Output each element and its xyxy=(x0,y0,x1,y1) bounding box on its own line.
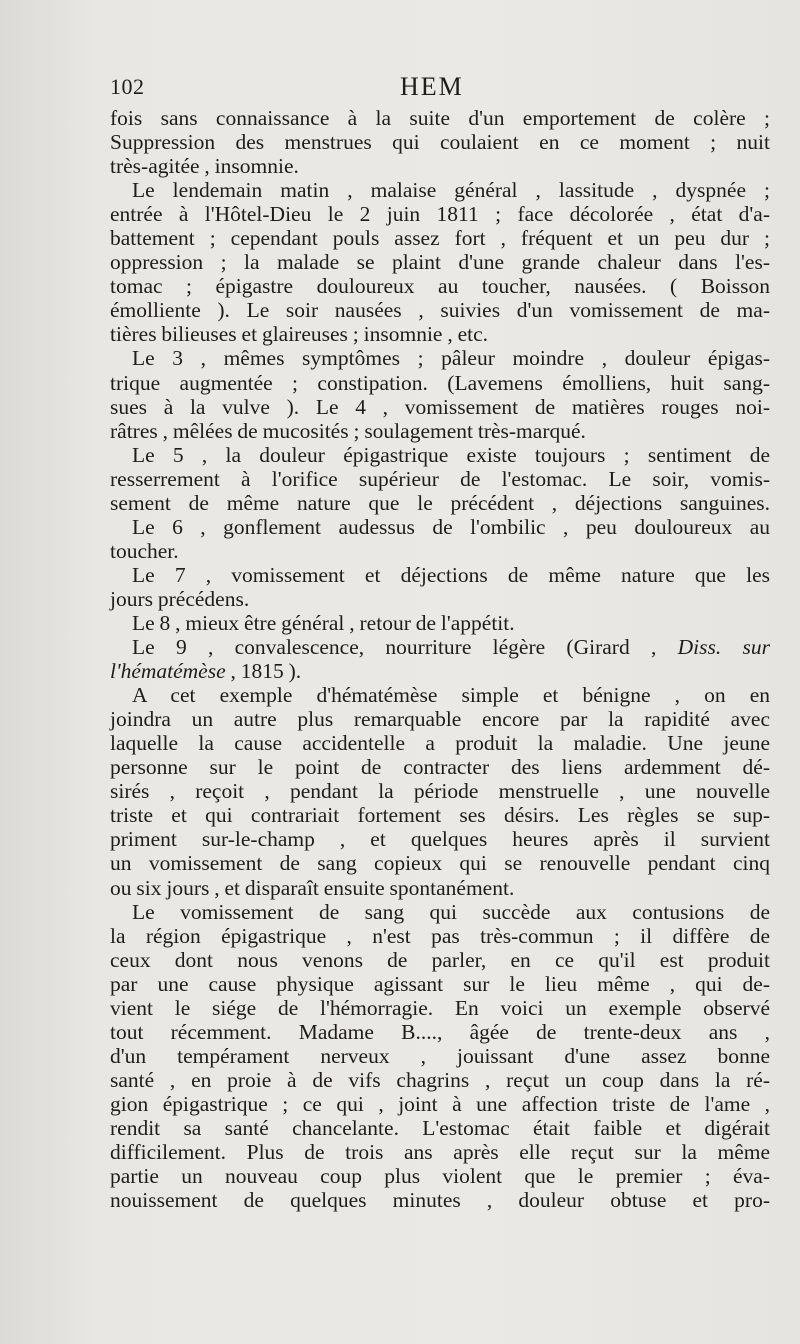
text-line: Le vomissement de sang qui succède aux contusions de xyxy=(132,899,770,924)
text-line: très-agitée , insomnie. xyxy=(110,154,299,179)
text-line: vient le siége de l'hémorragie. En voici un exemple observé xyxy=(110,995,770,1020)
text-line: gion épigastrique ; ce qui , joint à une affection triste de l'ame , xyxy=(110,1091,770,1116)
text-line: difficilement. Plus de trois ans après elle reçut sur la même xyxy=(110,1140,770,1165)
text-line: râtres , mêlées de mucosités ; soulagement très-marqué. xyxy=(110,418,586,443)
text-line: oppression ; la malade se plaint d'une grande chaleur dans l'es- xyxy=(110,250,770,275)
text-line: rendit sa santé chancelante. L'estomac était faible et digérait xyxy=(110,1115,770,1140)
text-line: partie un nouveau coup plus violent que le premier ; éva- xyxy=(110,1164,770,1189)
text-line: ceux dont nous venons de parler, en ce qu'il est produit xyxy=(110,947,770,972)
text-line: Le 9 , convalescence, nourriture légère (Girard , Diss. sur xyxy=(132,635,770,660)
text-line: nouissement de quelques minutes , douleur obtuse et pro- xyxy=(110,1188,770,1213)
text-line: par une cause physique agissant sur le lieu même , qui de- xyxy=(110,971,770,996)
text-line: sues à la vulve ). Le 4 , vomissement de matières rouges noi- xyxy=(110,394,770,419)
text-line: sirés , reçoit , pendant la période menstruelle , une nouvelle xyxy=(110,779,770,804)
text-line: la région épigastrique , n'est pas très-commun ; il diffère de xyxy=(110,923,770,948)
text-line: trique augmentée ; constipation. (Lavemens émolliens, huit sang- xyxy=(110,370,770,395)
text-line: resserrement à l'orifice supérieur de l'estomac. Le soir, vomis- xyxy=(110,466,770,491)
text-line: personne sur le point de contracter des liens ardemment dé- xyxy=(110,755,770,780)
page-header xyxy=(110,74,770,106)
text-line: Le 5 , la douleur épigastrique existe toujours ; sentiment de xyxy=(132,442,770,467)
text-line: Le 7 , vomissement et déjections de même nature que les xyxy=(132,562,770,587)
text-line: l'hématémèse , 1815 ). xyxy=(110,659,302,684)
text-line: Le lendemain matin , malaise général , lassitude , dyspnée ; xyxy=(132,178,770,203)
text-line: tières bilieuses et glaireuses ; insomnie , etc. xyxy=(110,322,489,347)
text-line: battement ; cependant pouls assez fort , fréquent et un peu dur ; xyxy=(110,226,770,251)
text-line: entrée à l'Hôtel-Dieu le 2 juin 1811 ; face décolorée , état d'a- xyxy=(110,202,770,227)
text-line: tout récemment. Madame B...., âgée de trente-deux ans , xyxy=(110,1019,770,1044)
text-line: laquelle la cause accidentelle a produit la maladie. Une jeune xyxy=(110,731,770,756)
text-line: A cet exemple d'hématémèse simple et bénigne , on en xyxy=(132,683,770,708)
text-line: santé , en proie à de vifs chagrins , reçut un coup dans la ré- xyxy=(110,1067,770,1092)
text-line: fois sans connaissance à la suite d'un emportement de colère ; xyxy=(110,106,770,130)
text-line: émolliente ). Le soir nausées , suivies d'un vomissement de ma- xyxy=(110,298,770,323)
text-line: Suppression des menstrues qui coulaient en ce moment ; nuit xyxy=(110,130,770,155)
text-line: Le 6 , gonflement audessus de l'ombilic , peu douloureux au xyxy=(132,514,770,539)
text-line: tomac ; épigastre douloureux au toucher, nausées. ( Boisson xyxy=(110,274,770,299)
text-line: joindra un autre plus remarquable encore par la rapidité avec xyxy=(110,707,770,732)
text-line: toucher. xyxy=(110,538,179,563)
text-line: d'un tempérament nerveux , jouissant d'une assez bonne xyxy=(110,1043,770,1068)
text-line: un vomissement de sang copieux qui se renouvelle pendant cinq xyxy=(110,851,770,876)
text-line: ou six jours , et disparaît ensuite spontanément. xyxy=(110,875,515,900)
text-line: sement de même nature que le précédent , déjections sanguines. xyxy=(110,490,770,515)
page-number: 102 xyxy=(110,74,145,99)
running-head: HEM xyxy=(400,72,464,101)
text-line: triste et qui contrariait fortement ses désirs. Les règles se sup- xyxy=(110,803,770,828)
text-line: Le 8 , mieux être général , retour de l'appétit. xyxy=(132,610,515,635)
text-line: Le 3 , mêmes symptômes ; pâleur moindre , douleur épigas- xyxy=(132,346,770,371)
body-text xyxy=(110,106,770,1212)
text-line: jours précédens. xyxy=(110,586,250,611)
text-line: priment sur-le-champ , et quelques heures après il survient xyxy=(110,827,770,852)
